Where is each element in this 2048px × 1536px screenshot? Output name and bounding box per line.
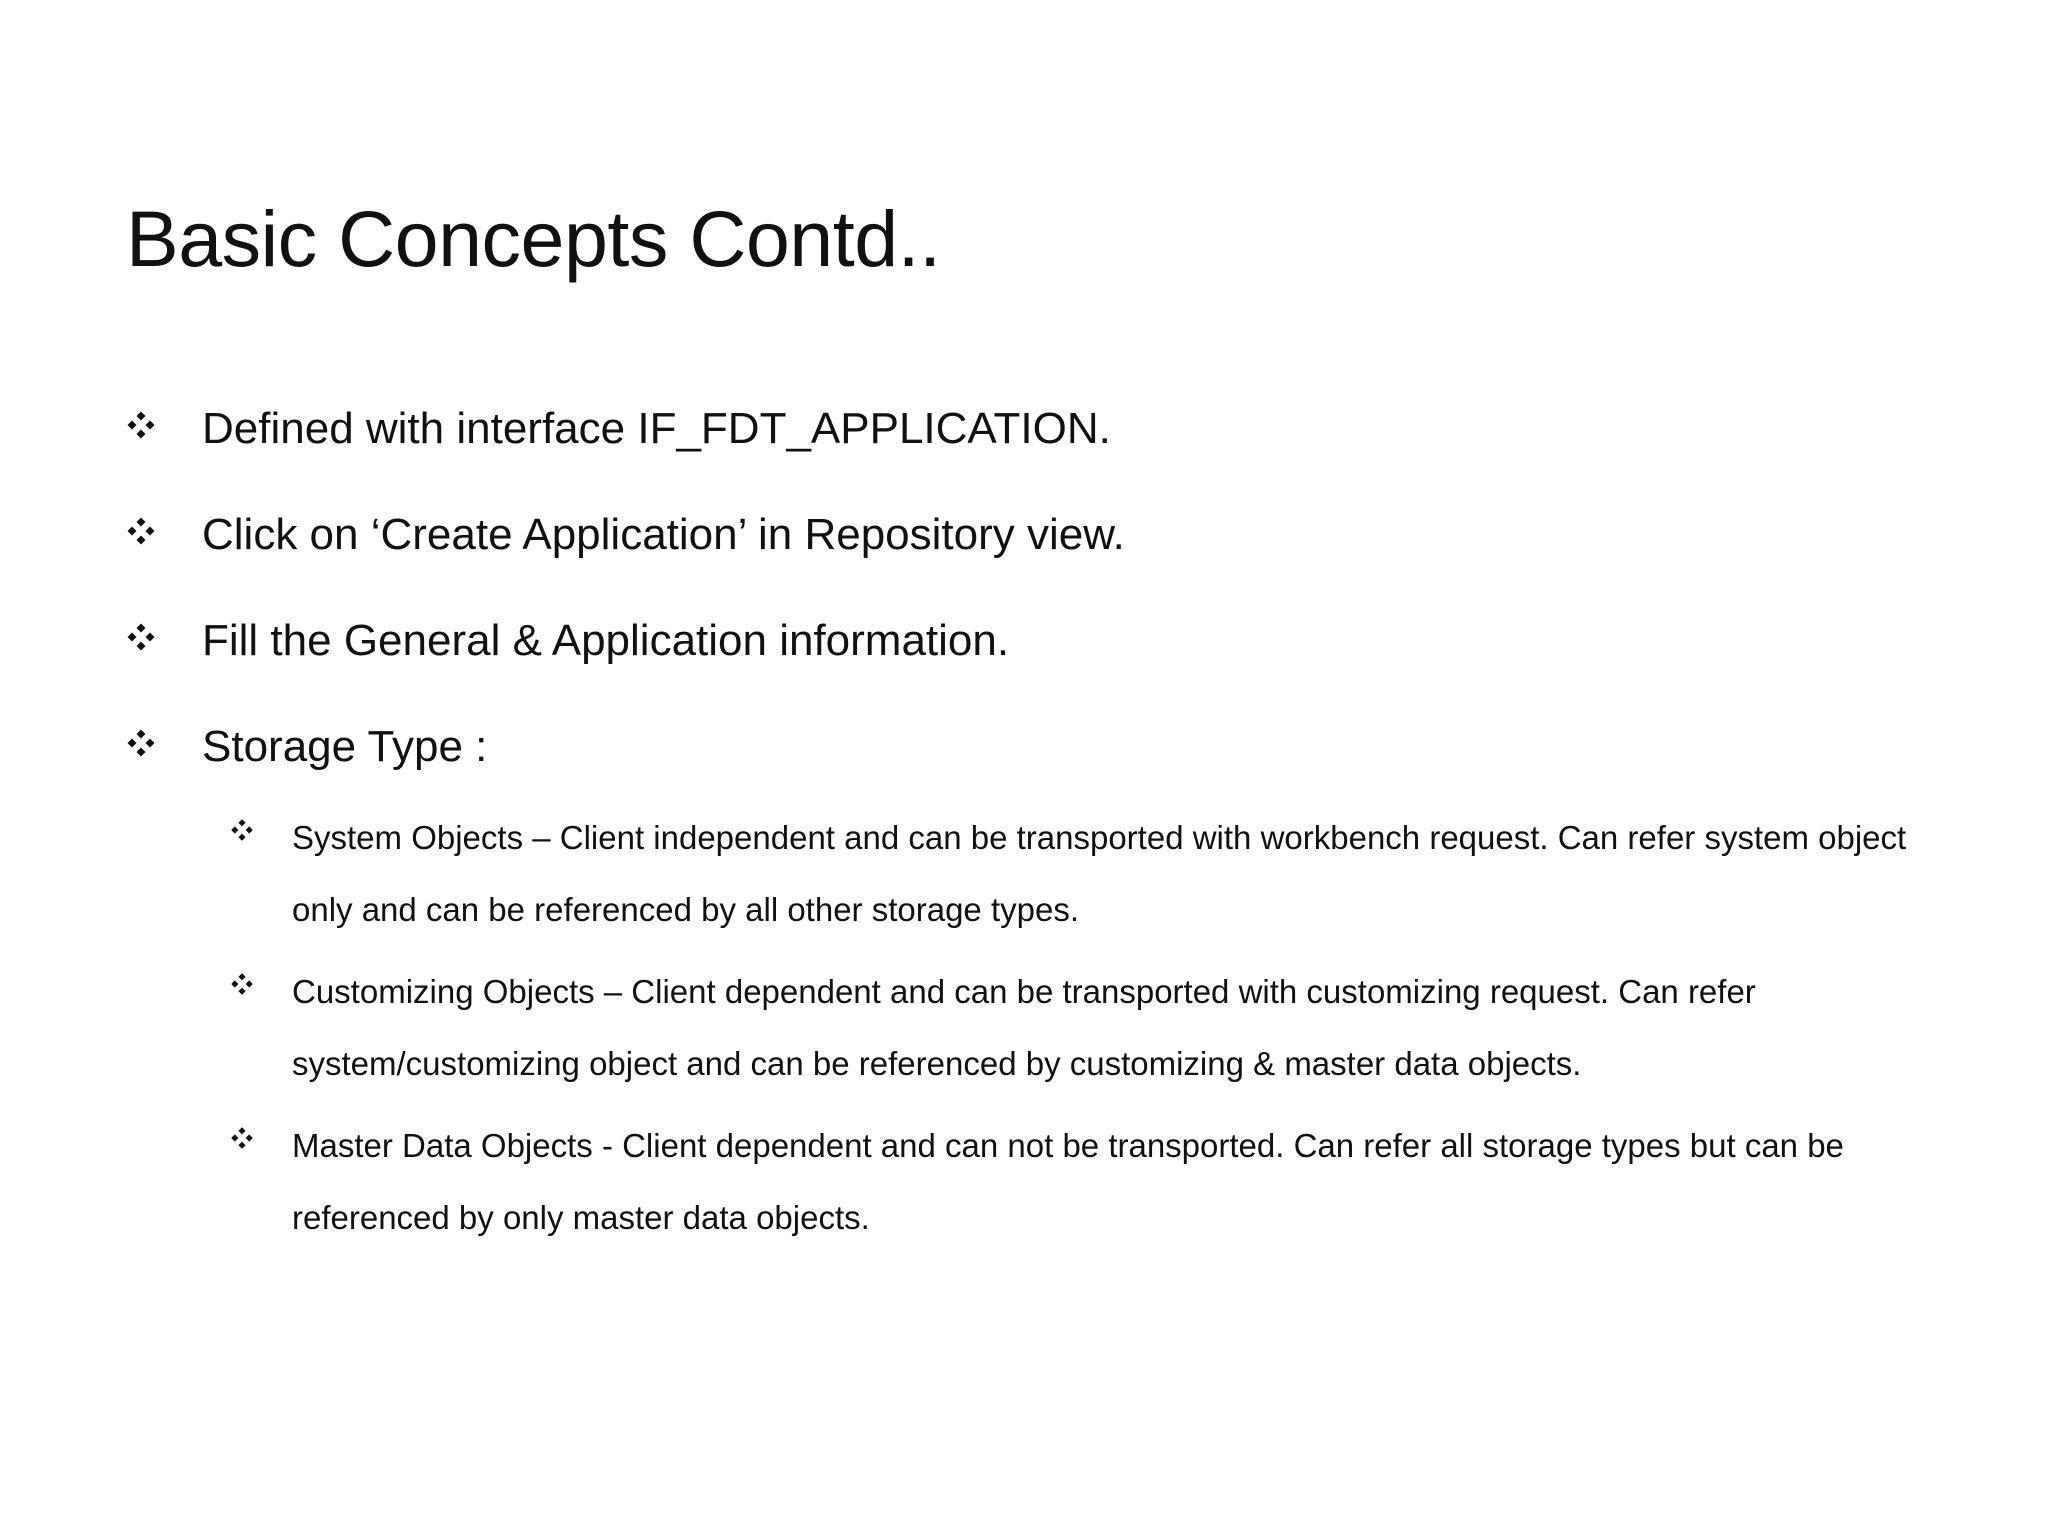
bullet-text: Click on ‘Create Application’ in Repository view. (202, 510, 1125, 559)
four-diamond-bullet-icon (126, 410, 156, 440)
four-diamond-bullet-icon (126, 622, 156, 652)
bullet-marker (126, 720, 202, 758)
sub-bullet-text: Master Data Objects - Client dependent and can not be transported. Can refer all storage types but can be referenced by only master data objects. (292, 1127, 1844, 1236)
slide-title: Basic Concepts Contd.. (126, 194, 941, 283)
bullet-item (126, 402, 1986, 456)
bullet-marker (126, 402, 202, 440)
sub-bullet-text: Customizing Objects – Client dependent and can be transported with customizing request. Can refer system/customizing object and can be referenced by customizing & master data objects. (292, 973, 1756, 1082)
four-diamond-bullet-icon (126, 516, 156, 546)
sub-bullet-marker (230, 956, 292, 996)
bullet-text: Storage Type : (202, 722, 488, 771)
bullet-text: Fill the General & Application information. (202, 616, 1010, 665)
sub-bullet-group (126, 802, 1986, 1254)
sub-bullet-item (230, 802, 1990, 946)
sub-bullet-list (230, 802, 1990, 1254)
four-diamond-bullet-icon (230, 1126, 254, 1150)
sub-bullet-text: System Objects – Client independent and can be transported with workbench request. Can refer system object only and can be referenced by all other storage types. (292, 819, 1907, 928)
bullet-item (126, 720, 1986, 774)
sub-bullet-marker (230, 802, 292, 842)
four-diamond-bullet-icon (126, 728, 156, 758)
bullet-marker (126, 614, 202, 652)
bullet-marker (126, 508, 202, 546)
bullet-list (126, 402, 1986, 1264)
sub-bullet-item (230, 956, 1990, 1100)
four-diamond-bullet-icon (230, 972, 254, 996)
four-diamond-bullet-icon (230, 818, 254, 842)
bullet-item (126, 614, 1986, 668)
bullet-item (126, 508, 1986, 562)
sub-bullet-item (230, 1110, 1990, 1254)
bullet-text: Defined with interface IF_FDT_APPLICATION. (202, 404, 1111, 453)
sub-bullet-marker (230, 1110, 292, 1150)
